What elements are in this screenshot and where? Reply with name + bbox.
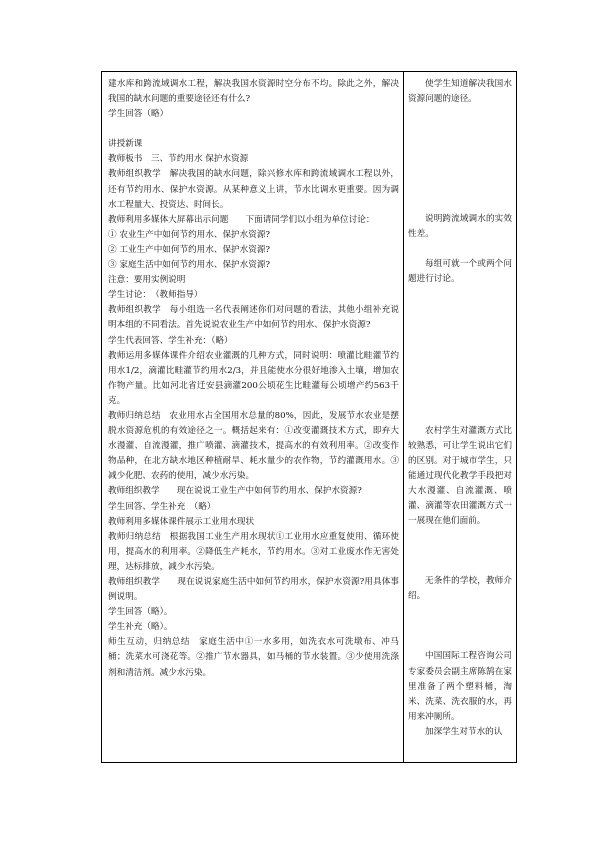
design-intent-column (408, 77, 512, 740)
spacer (408, 288, 512, 424)
paragraph: 教师组织教学 每小组选一名代表阐述你们对问题的看法，其他小组补充说明本组的不同看法。首先说说农业生产中如何节约用水、保护水资源? (108, 305, 399, 331)
lesson-plan-table (101, 71, 517, 763)
question-item: ① 农业生产中如何节约用水、保护水资源? (108, 229, 271, 240)
margin-note: 中国国际工程咨询公司专家委员会副主席陈鹄在家里准备了两个塑料桶，淘米、洗菜、洗衣服的水，再用来冲厕所。 (408, 651, 512, 722)
margin-note: 无条件的学校，教师介绍。 (408, 576, 512, 602)
paragraph: 学生回答（略）。 (108, 607, 173, 618)
paragraph: 教师运用多媒体课件介绍农业灌溉的几种方式，同时说明：喷灌比畦灌节约用水1/2，滴灌比畦灌节约用水2/3，并且能使水分很好地渗入土壤，增加农作物产量。比如河北省迁安县滴灌200公顷花生比畦灌每公顷增产约563千克。 (108, 350, 399, 406)
question-item: ③ 家庭生活中如何节约用水、保护水资源? (108, 260, 271, 271)
section-heading: 讲授新课 (108, 139, 143, 150)
paragraph: 学生讨论： （教师指导） (108, 290, 203, 301)
paragraph: 学生补充（略）。 (108, 622, 173, 633)
teaching-process-column (108, 77, 408, 681)
margin-note: 使学生知道解决我国水资源问题的途径。 (408, 79, 512, 105)
paragraph: 注意：要用实例说明 (108, 275, 186, 286)
spacer (408, 529, 512, 574)
paragraph: 教师组织教学 现在说说工业生产中如何节约用水、保护水资源? (108, 486, 362, 497)
spacer (408, 604, 512, 649)
paragraph: 学生回答（略） (108, 109, 169, 120)
margin-note: 每组可就一个或两个问题进行讨论。 (408, 259, 512, 285)
paragraph: 教师利用多媒体大屏幕出示问题 下面请同学们以小组为单位讨论： (108, 214, 375, 225)
paragraph: 学生代表回答、学生补充：（略） (108, 335, 233, 346)
paragraph: 学生回答、学生补充 （略） (108, 501, 216, 512)
paragraph: 教师归纳总结 根据我国工业生产用水现状①工业用水应重复使用、循环使用，提高水的利用率。②降低生产耗水，节约用水。③对工业废水作无害处理，达标排放，减少水污染。 (108, 531, 399, 572)
blank-line (108, 122, 399, 137)
margin-note: 加深学生对节水的认 (425, 726, 503, 737)
spacer (408, 242, 512, 257)
question-item: ② 工业生产中如何节约用水、保护水资源? (108, 244, 271, 255)
margin-note: 说明跨流域调水的实效性差。 (408, 214, 512, 240)
paragraph: 教师利用多媒体课件展示工业用水现状 (108, 516, 255, 527)
paragraph: 教师归纳总结 农业用水占全国用水总量的80%，因此，发展节水农业是摆脱水资源危机的有效途径之一。概括起来有：①改变灌溉技术方式，即弃大水漫灌、自流漫灌，推广喷灌、滴灌技术，提高水的有效利用率。②改变作物品种，在北方缺水地区种植耐旱、耗水量少的农作物，节约灌溉用水。③ 减少化肥、农药的使用，减少水污染。 (108, 410, 408, 482)
column-divider (403, 72, 404, 762)
paragraph: 师生互动，归纳总结 家庭生活中①一水多用，如洗衣水可洗墩布、冲马桶；洗菜水可浇花等。②推广节水器具，如马桶的节水装置。③少使用洗涤剂和清洁剂。减少水污染。 (108, 637, 399, 678)
paragraph: 建水库和跨流域调水工程，解决我国水资源时空分布不均。除此之外，解决我国的缺水问题的重要途径还有什么? (108, 79, 399, 105)
spacer (408, 107, 512, 212)
paragraph: 教师组织教学 现在说说家庭生活中如何节约用水，保护水资源?用具体事例说明。 (108, 577, 399, 603)
paragraph: 教师组织教学 解决我国的缺水问题，除兴修水库和跨流域调水工程以外，还有节约用水、保护水资源。从某种意义上讲，节水比调水更重要。因为调水工程量大、投资达、时间长。 (108, 169, 399, 210)
margin-note: 农村学生对灌溉方式比较熟悉，可让学生说出它们的区别。对于城市学生，只能通过现代化教学手段把对大水漫灌、自流灌溉、喷灌、滴灌等农田灌溉方式一一展现在他们面前。 (408, 425, 512, 527)
paragraph: 教师板书 三、节约用水 保护水资源 (108, 154, 249, 165)
